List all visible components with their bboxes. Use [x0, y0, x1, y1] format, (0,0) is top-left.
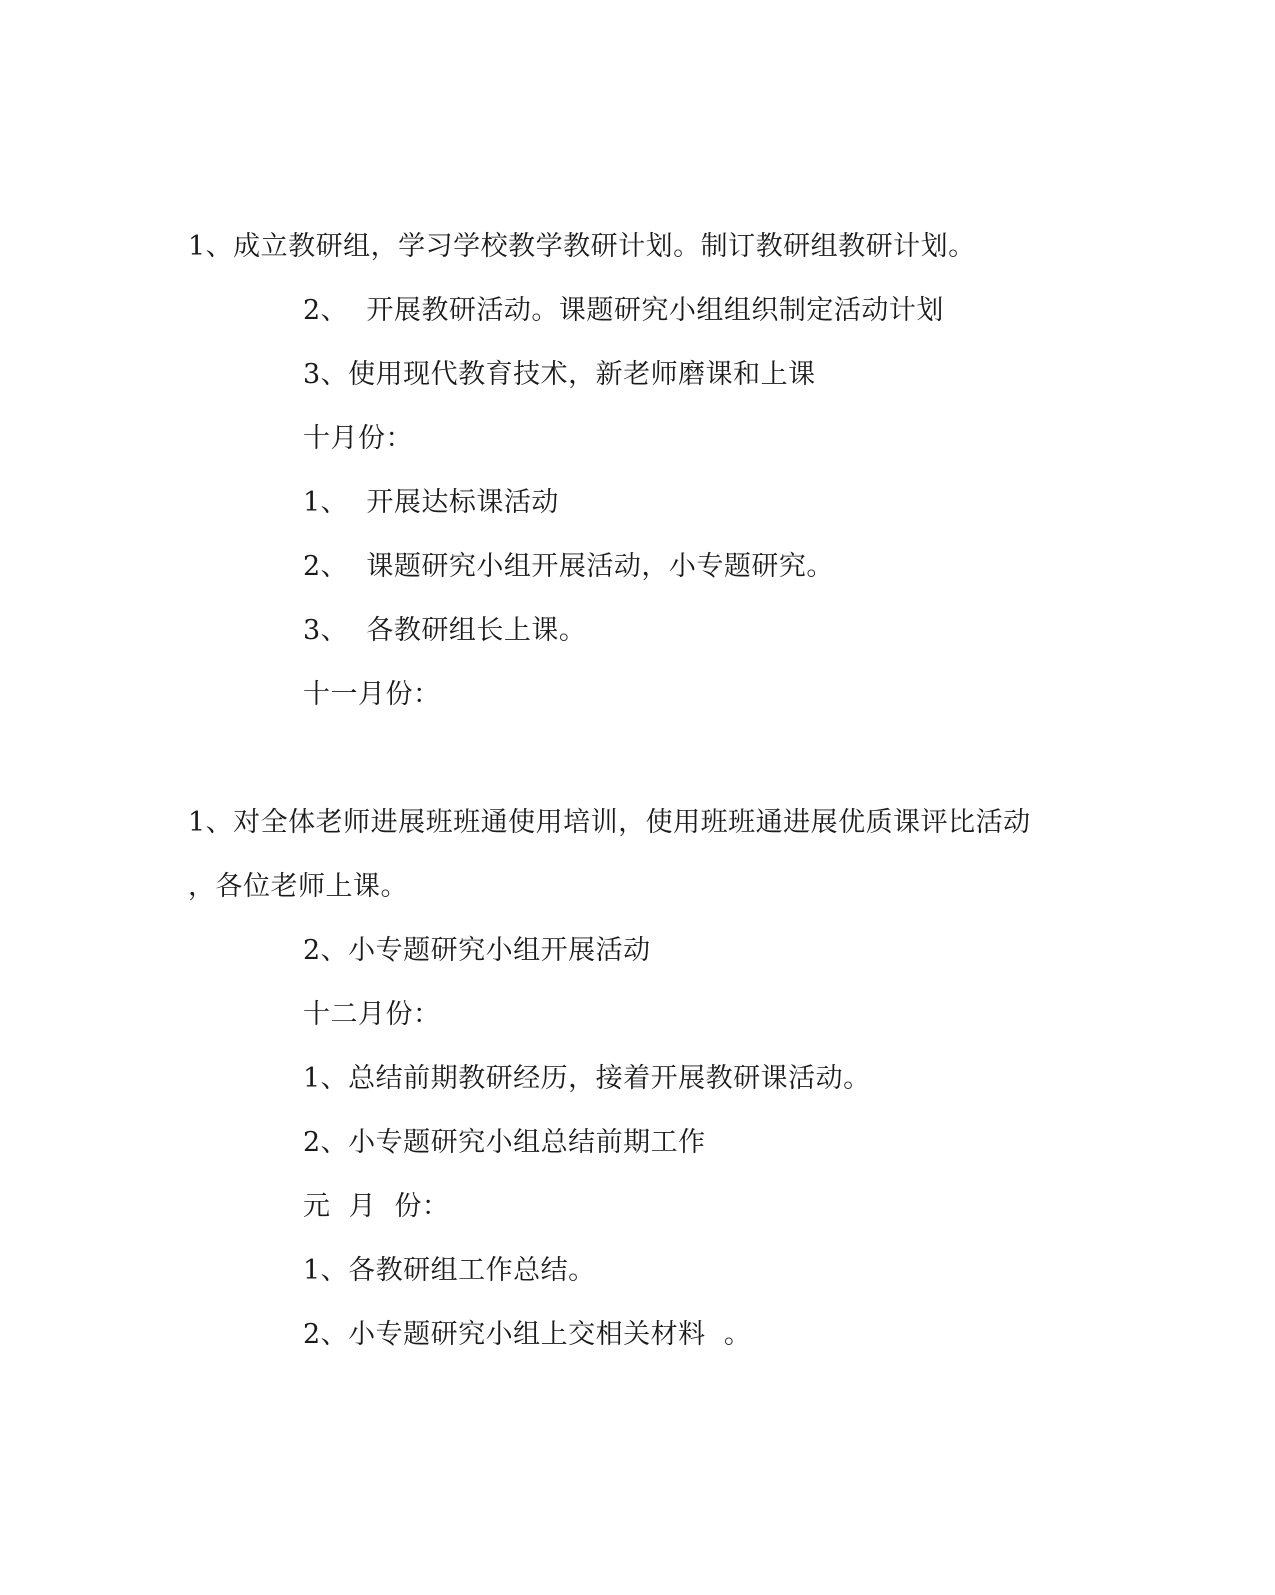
text-line: 3、使用现代教育技术，新老师磨课和上课: [303, 359, 816, 390]
text-line: 1、 开展达标课活动: [303, 487, 559, 518]
section-heading: 十二月份：: [303, 999, 441, 1030]
text-line: 3、 各教研组长上课。: [303, 615, 587, 646]
text-line: 2、小专题研究小组开展活动: [303, 935, 651, 966]
section-heading: 元 月 份：: [303, 1191, 450, 1222]
text-line: 1、成立教研组，学习学校教学教研计划。制订教研组教研计划。: [188, 231, 976, 262]
text-line: 2、 课题研究小组开展活动，小专题研究。: [303, 551, 834, 582]
text-line: 2、小专题研究小组总结前期工作: [303, 1127, 706, 1158]
section-heading: 十一月份：: [303, 679, 441, 710]
text-line: 2、小专题研究小组上交相关材料 。: [303, 1319, 752, 1350]
text-line: ，各位老师上课。: [188, 871, 408, 902]
section-heading: 十月份：: [303, 423, 413, 454]
text-line: 2、 开展教研活动。课题研究小组组织制定活动计划: [303, 295, 944, 326]
text-line: 1、对全体老师进展班班通使用培训，使用班班通进展优质课评比活动: [188, 807, 1031, 838]
text-line: 1、总结前期教研经历，接着开展教研课活动。: [303, 1063, 871, 1094]
text-line: 1、各教研组工作总结。: [303, 1255, 596, 1286]
